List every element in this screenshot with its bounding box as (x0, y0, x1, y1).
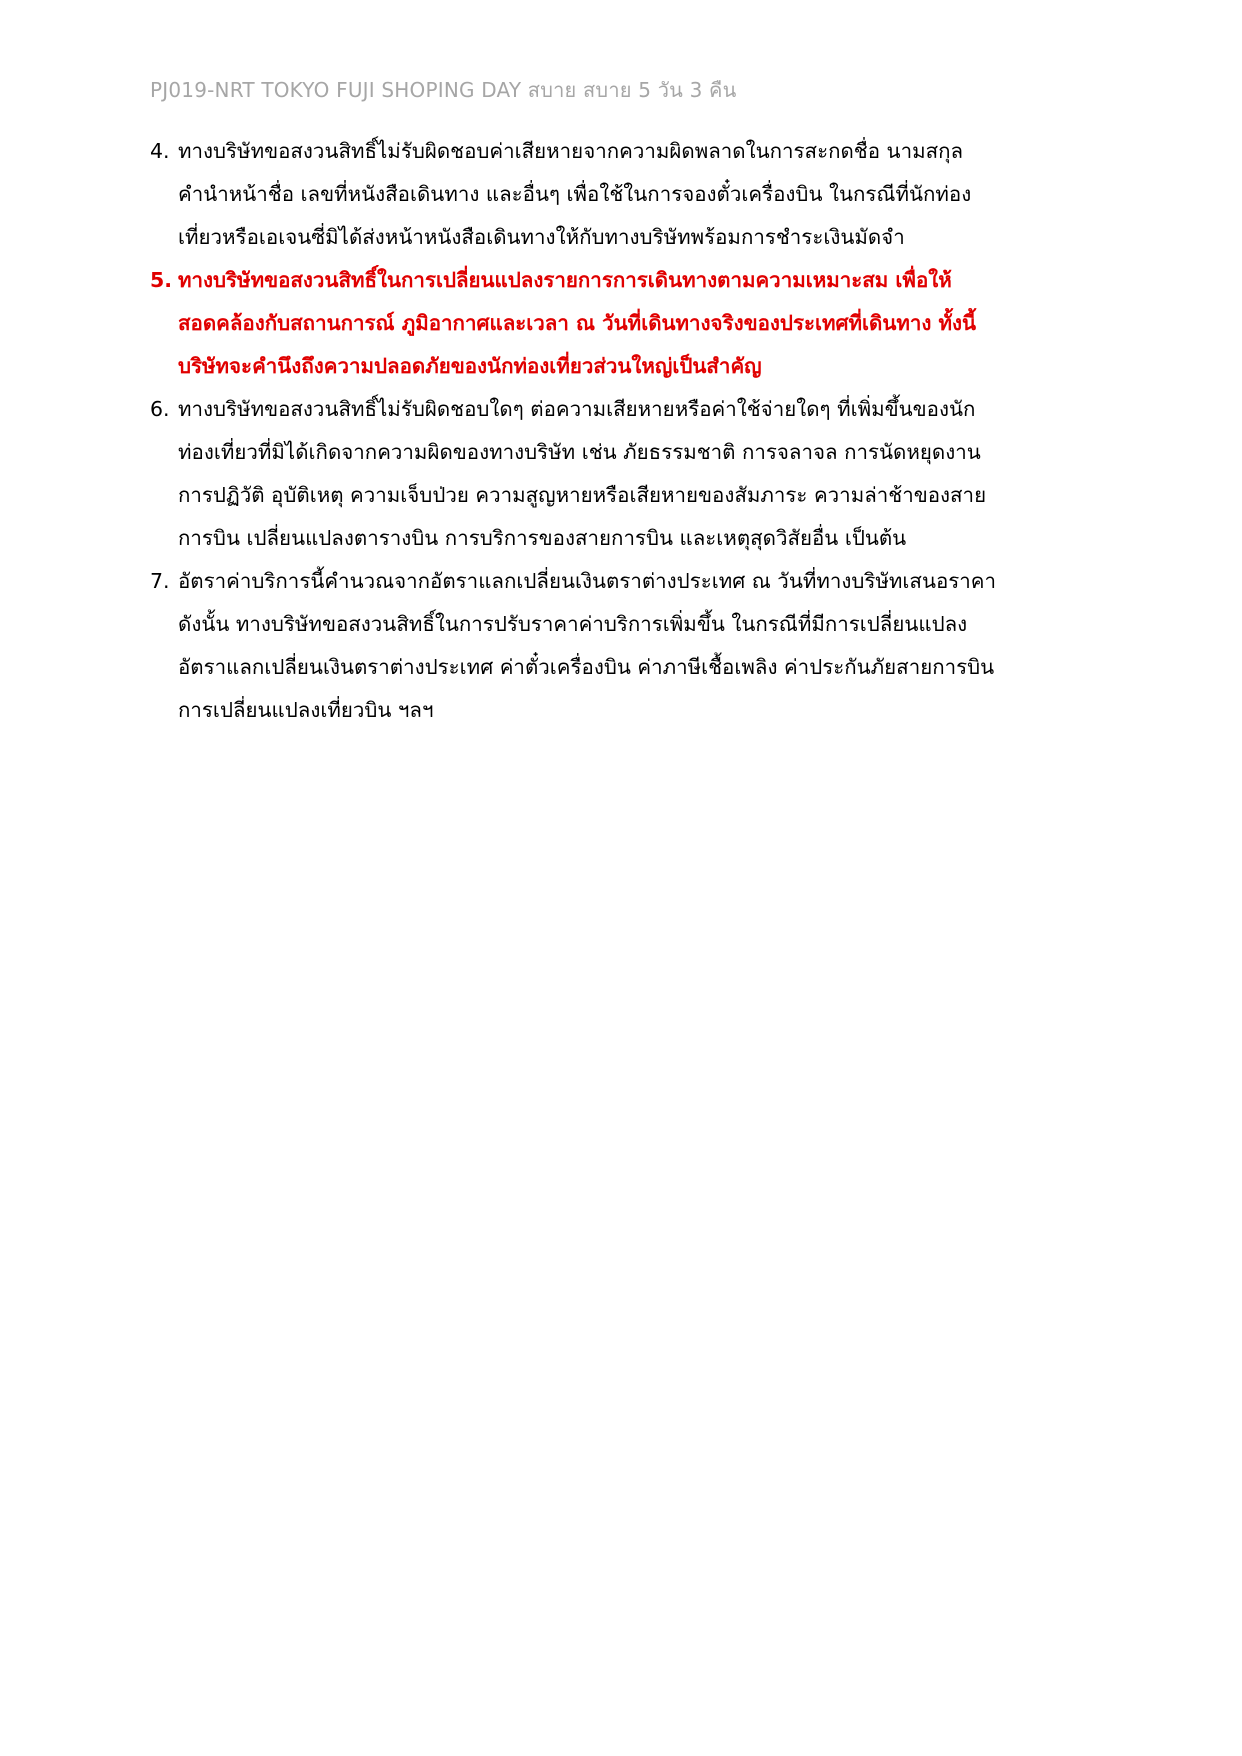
conditions-list (150, 130, 1130, 732)
clause-line: ดังนั้น ทางบริษัทขอสงวนสิทธิ์ในการปรับราคาค่าบริการเพิ่มขึ้น ในกรณีที่มีการเปลี่ยนแปลง (178, 612, 968, 636)
clause-line: การปฏิวัติ อุบัติเหตุ ความเจ็บป่วย ความสูญหายหรือเสียหายของสัมภาระ ความล่าช้าของสาย (178, 483, 987, 507)
clause-line: ทางบริษัทขอสงวนสิทธิ์ไม่รับผิดชอบใดๆ ต่อความเสียหายหรือค่าใช้จ่ายใดๆ ที่เพิ่มขึ้นของนัก (178, 397, 976, 421)
clause-line: คำนำหน้าชื่อ เลขที่หนังสือเดินทาง และอื่นๆ เพื่อใช้ในการจองตั๋วเครื่องบิน ในกรณีที่นักท่อง (178, 182, 972, 206)
clause-line: บริษัทจะคำนึงถึงความปลอดภัยของนักท่องเที่ยวส่วนใหญ่เป็นสำคัญ (178, 354, 762, 378)
clause-line: การบิน เปลี่ยนแปลงตารางบิน การบริการของสายการบิน และเหตุสุดวิสัยอื่น เป็นต้น (178, 526, 907, 550)
clause-number: 6. (150, 397, 170, 421)
clause-6 (150, 388, 1130, 560)
clause-line: เที่ยวหรือเอเจนซี่มิได้ส่งหน้าหนังสือเดินทางให้กับทางบริษัทพร้อมการชำระเงินมัดจำ (178, 225, 905, 249)
clause-line: การเปลี่ยนแปลงเที่ยวบิน ฯลฯ (178, 698, 434, 722)
page-header: PJ019-NRT TOKYO FUJI SHOPING DAY สบาย สบาย 5 วัน 3 คืน (150, 78, 737, 102)
clause-text (178, 560, 1130, 732)
clause-number: 5. (150, 268, 173, 292)
clause-text (178, 130, 1130, 259)
clause-number: 7. (150, 569, 170, 593)
clause-5-highlighted (150, 259, 1130, 388)
clause-line: อัตราแลกเปลี่ยนเงินตราต่างประเทศ ค่าตั๋วเครื่องบิน ค่าภาษีเชื้อเพลิง ค่าประกันภัยสายการบิน (178, 655, 995, 679)
clause-line: ทางบริษัทขอสงวนสิทธิ์ไม่รับผิดชอบค่าเสียหายจากความผิดพลาดในการสะกดชื่อ นามสกุล (178, 139, 964, 163)
clause-line: ท่องเที่ยวที่มิได้เกิดจากความผิดของทางบริษัท เช่น ภัยธรรมชาติ การจลาจล การนัดหยุดงาน (178, 440, 981, 464)
clause-number: 4. (150, 139, 170, 163)
clause-text (178, 259, 1130, 388)
clause-4 (150, 130, 1130, 259)
clause-7 (150, 560, 1130, 732)
clause-line: อัตราค่าบริการนี้คำนวณจากอัตราแลกเปลี่ยนเงินตราต่างประเทศ ณ วันที่ทางบริษัทเสนอราคา (178, 569, 997, 593)
clause-line: ทางบริษัทขอสงวนสิทธิ์ในการเปลี่ยนแปลงรายการการเดินทางตามความเหมาะสม เพื่อให้ (178, 268, 952, 292)
clause-text (178, 388, 1130, 560)
clause-line: สอดคล้องกับสถานการณ์ ภูมิอากาศและเวลา ณ วันที่เดินทางจริงของประเทศที่เดินทาง ทั้งนี้ (178, 311, 977, 335)
